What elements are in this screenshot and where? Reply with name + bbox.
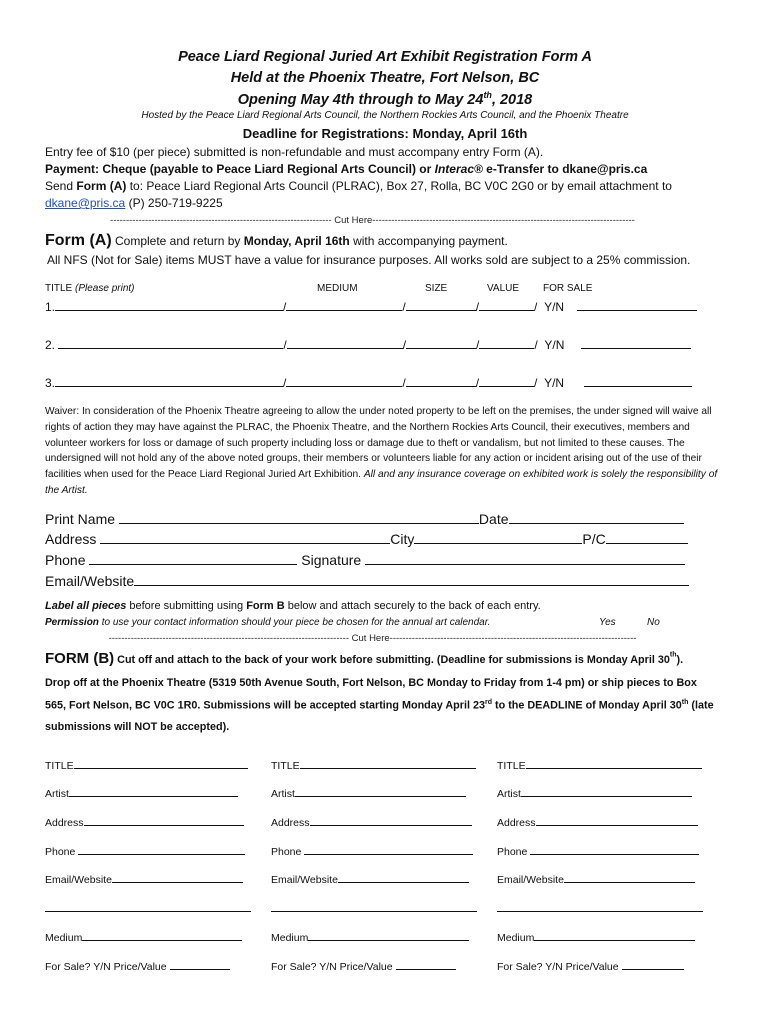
- city-field[interactable]: [414, 531, 582, 544]
- label-3-artist-field[interactable]: [521, 786, 692, 797]
- label-2-address-field[interactable]: [310, 815, 472, 826]
- label-3-phone-field[interactable]: [530, 844, 699, 855]
- label-1-address-field[interactable]: [84, 815, 244, 826]
- label-2-blank-field[interactable]: [271, 901, 477, 912]
- form-b-ship: 565, Fort Nelson, BC V0C 1R0. Submissions will be accepted starting Monday April 23rd to the DEADLINE of Monday April 30th (late: [45, 699, 714, 712]
- entry-fee: Entry fee of $10 (per piece) submitted is non-refundable and must accompany entry Form (A).: [45, 145, 544, 159]
- label-2-phone-field[interactable]: [304, 844, 473, 855]
- label-3-blank-field[interactable]: [497, 901, 703, 912]
- waiver-paragraph: Waiver: In consideration of the Phoenix Theatre agreeing to allow the under noted property to be left on the premises, the under signed will waive all rights of action they may have against the PLRAC, the Phoenix Theatre, and the Northern Rockies Arts Council, their executives, members and volunteer workers for loss or damage of such property including loss or damage due to theft or vandalism, but not limited to these causes. The undersigned will not hold any of the above noted groups, their members or volunteers liable for any action or incident arising out of the use of their facilities when used for the Peace Liard Regional Juried Art Exhibition. All and any insurance coverage on exhibited work is solely the responsibility of the Artist.: [45, 406, 718, 496]
- send-line: Send Form (A) to: Peace Liard Regional Arts Council (PLRAC), Box 27, Rolla, BC V0C 2G0 or by email attachment to: [45, 179, 672, 193]
- postal-code-field[interactable]: [606, 531, 688, 544]
- entry-2-medium-field[interactable]: [287, 337, 403, 349]
- venue-line: Held at the Phoenix Theatre, Fort Nelson, BC: [230, 70, 540, 86]
- entry-1-title-field[interactable]: [55, 299, 283, 311]
- address-row: Address City P/C: [45, 531, 688, 547]
- entry-3-size-field[interactable]: [406, 375, 476, 387]
- label-2-title-field[interactable]: [300, 758, 476, 769]
- label-2-artist-field[interactable]: [295, 786, 466, 797]
- label-1-medium-field[interactable]: [82, 930, 242, 941]
- label-instruction: Label all pieces before submitting using Form B below and attach securely to the back of each entry.: [45, 600, 541, 612]
- form-b-heading: FORM (B) Cut off and attach to the back of your work before submitting. (Deadline for submissions is Monday April 30th).: [45, 650, 684, 667]
- entry-row-1: 1. / / / / Y/N: [45, 299, 697, 314]
- cut-line-1: ---------------------------------------------------------------------- Cut Here-----------------------------------------------------------------------------------: [110, 215, 635, 226]
- entry-row-3: 3. / / / / Y/N: [45, 375, 692, 390]
- date-field[interactable]: [509, 511, 684, 524]
- label-3-price-field[interactable]: [622, 959, 684, 970]
- label-2-email-field[interactable]: [338, 872, 469, 883]
- hosted-by: Hosted by the Peace Liard Regional Arts Council, the Northern Rockies Arts Council, and the Phoenix Theatre: [141, 110, 629, 121]
- label-3-address-field[interactable]: [536, 815, 698, 826]
- label-2-price-field[interactable]: [396, 959, 456, 970]
- dates-line: Opening May 4th through to May 24th, 2018: [237, 90, 533, 108]
- label-1-email-field[interactable]: [112, 872, 243, 883]
- email-website-field[interactable]: [134, 573, 689, 586]
- entry-row-2: 2. / / / / Y/N: [45, 337, 691, 352]
- label-1-artist-field[interactable]: [69, 786, 238, 797]
- permission-no[interactable]: No: [647, 617, 660, 628]
- email-link[interactable]: dkane@pris.ca: [45, 196, 126, 210]
- cut-line-2: ---------------------------------------------------------------------------- Cut Here------------------------------------------------------------------------------: [108, 633, 637, 644]
- label-3-title-field[interactable]: [526, 758, 702, 769]
- col-value: VALUE: [487, 283, 520, 294]
- entry-3-price-field[interactable]: [584, 375, 692, 387]
- entry-2-for-sale[interactable]: Y/N: [544, 338, 565, 352]
- label-1-title-field[interactable]: [74, 758, 248, 769]
- phone-field[interactable]: [89, 552, 297, 565]
- payment-line: Payment: Cheque (payable to Peace Liard Regional Arts Council) or Interac® e-Transfer to dkane@pris.ca: [45, 162, 648, 176]
- email-row: Email/Website: [45, 573, 689, 589]
- entry-1-for-sale[interactable]: Y/N: [544, 300, 565, 314]
- col-title: TITLE (Please print): [45, 283, 135, 294]
- entry-3-value-field[interactable]: [479, 375, 534, 387]
- col-medium: MEDIUM: [317, 283, 358, 294]
- form-title: Peace Liard Regional Juried Art Exhibit Registration Form A: [178, 49, 592, 65]
- deadline: Deadline for Registrations: Monday, April 16th: [242, 126, 528, 141]
- entry-3-for-sale[interactable]: Y/N: [544, 376, 565, 390]
- permission-line: Permission to use your contact information should your piece be chosen for the annual art calendar.: [45, 617, 491, 628]
- entry-1-size-field[interactable]: [406, 299, 476, 311]
- address-field[interactable]: [100, 531, 390, 544]
- entry-1-medium-field[interactable]: [286, 299, 402, 311]
- entry-3-title-field[interactable]: [55, 375, 283, 387]
- entry-2-price-field[interactable]: [581, 337, 691, 349]
- col-for-sale: FOR SALE: [543, 283, 593, 294]
- label-3-email-field[interactable]: [564, 872, 695, 883]
- contact-line: dkane@pris.ca (P) 250-719-9225: [45, 196, 223, 210]
- entry-2-value-field[interactable]: [479, 337, 534, 349]
- print-name-row: Print Name Date: [45, 511, 684, 527]
- form-b-late-note: submissions will NOT be accepted).: [45, 721, 230, 733]
- label-1-price-field[interactable]: [170, 959, 230, 970]
- entry-1-value-field[interactable]: [479, 299, 534, 311]
- col-size: SIZE: [425, 283, 448, 294]
- signature-field[interactable]: [365, 552, 685, 565]
- label-2-medium-field[interactable]: [308, 930, 469, 941]
- print-name-field[interactable]: [119, 511, 479, 524]
- nfs-note: All NFS (Not for Sale) items MUST have a value for insurance purposes. All works sold are subject to a 25% commission.: [47, 253, 691, 267]
- form-a-heading: Form (A) Complete and return by Monday, April 16th with accompanying payment.: [45, 232, 508, 249]
- permission-yes[interactable]: Yes: [599, 617, 616, 628]
- phone-row: Phone Signature: [45, 552, 685, 568]
- form-b-dropoff: Drop off at the Phoenix Theatre (5319 50th Avenue South, Fort Nelson, BC Monday to Friday from 1-4 pm) or ship pieces to Box: [45, 677, 697, 689]
- label-3-medium-field[interactable]: [534, 930, 695, 941]
- label-1-blank-field[interactable]: [45, 901, 251, 912]
- entry-3-medium-field[interactable]: [286, 375, 402, 387]
- entry-2-size-field[interactable]: [406, 337, 476, 349]
- entry-2-title-field[interactable]: [58, 337, 283, 349]
- entry-1-price-field[interactable]: [577, 299, 697, 311]
- label-1-phone-field[interactable]: [78, 844, 245, 855]
